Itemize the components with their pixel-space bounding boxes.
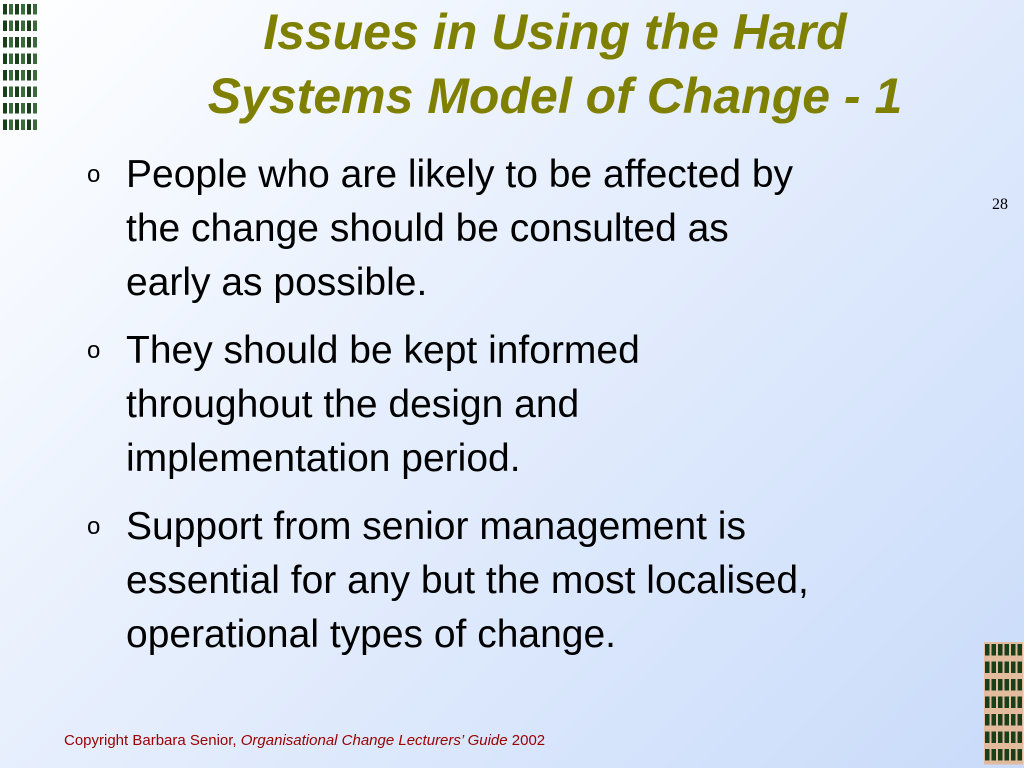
bullet-line: operational types of change. [126, 613, 617, 656]
bullet-item [80, 324, 940, 486]
footer-book-title: Organisational Change Lecturers’ Guide [240, 732, 508, 749]
footer-copyright [64, 732, 545, 749]
bullet-line: essential for any but the most localised, [126, 559, 809, 602]
footer-prefix: Copyright Barbara Senior, [64, 732, 241, 749]
bullet-line: People who are likely to be affected by [126, 153, 794, 196]
footer-suffix: 2002 [507, 732, 546, 749]
bullet-line: the change should be consulted as [126, 207, 729, 250]
slide-title [150, 0, 960, 128]
decorative-stripe-pattern-icon [2, 2, 40, 134]
slide-title-line-1: Issues in Using the Hard [263, 4, 847, 60]
slide-title-line-2: Systems Model of Change - 1 [207, 68, 903, 124]
bullet-line: early as possible. [126, 261, 428, 304]
bullet-line: They should be kept informed [126, 329, 640, 372]
bullet-marker-icon: o [87, 337, 101, 364]
bullet-line: implementation period. [126, 437, 521, 480]
bullet-marker-icon: o [87, 513, 101, 540]
bullet-item [80, 500, 940, 662]
bullet-line: Support from senior management is [126, 505, 746, 548]
bullet-list [80, 148, 940, 676]
bullet-marker-icon: o [87, 161, 101, 188]
page-number: 28 [992, 196, 1008, 213]
decorative-stripe-pattern-icon [984, 640, 1024, 768]
bullet-line: throughout the design and [126, 383, 580, 426]
bullet-item [80, 148, 940, 310]
